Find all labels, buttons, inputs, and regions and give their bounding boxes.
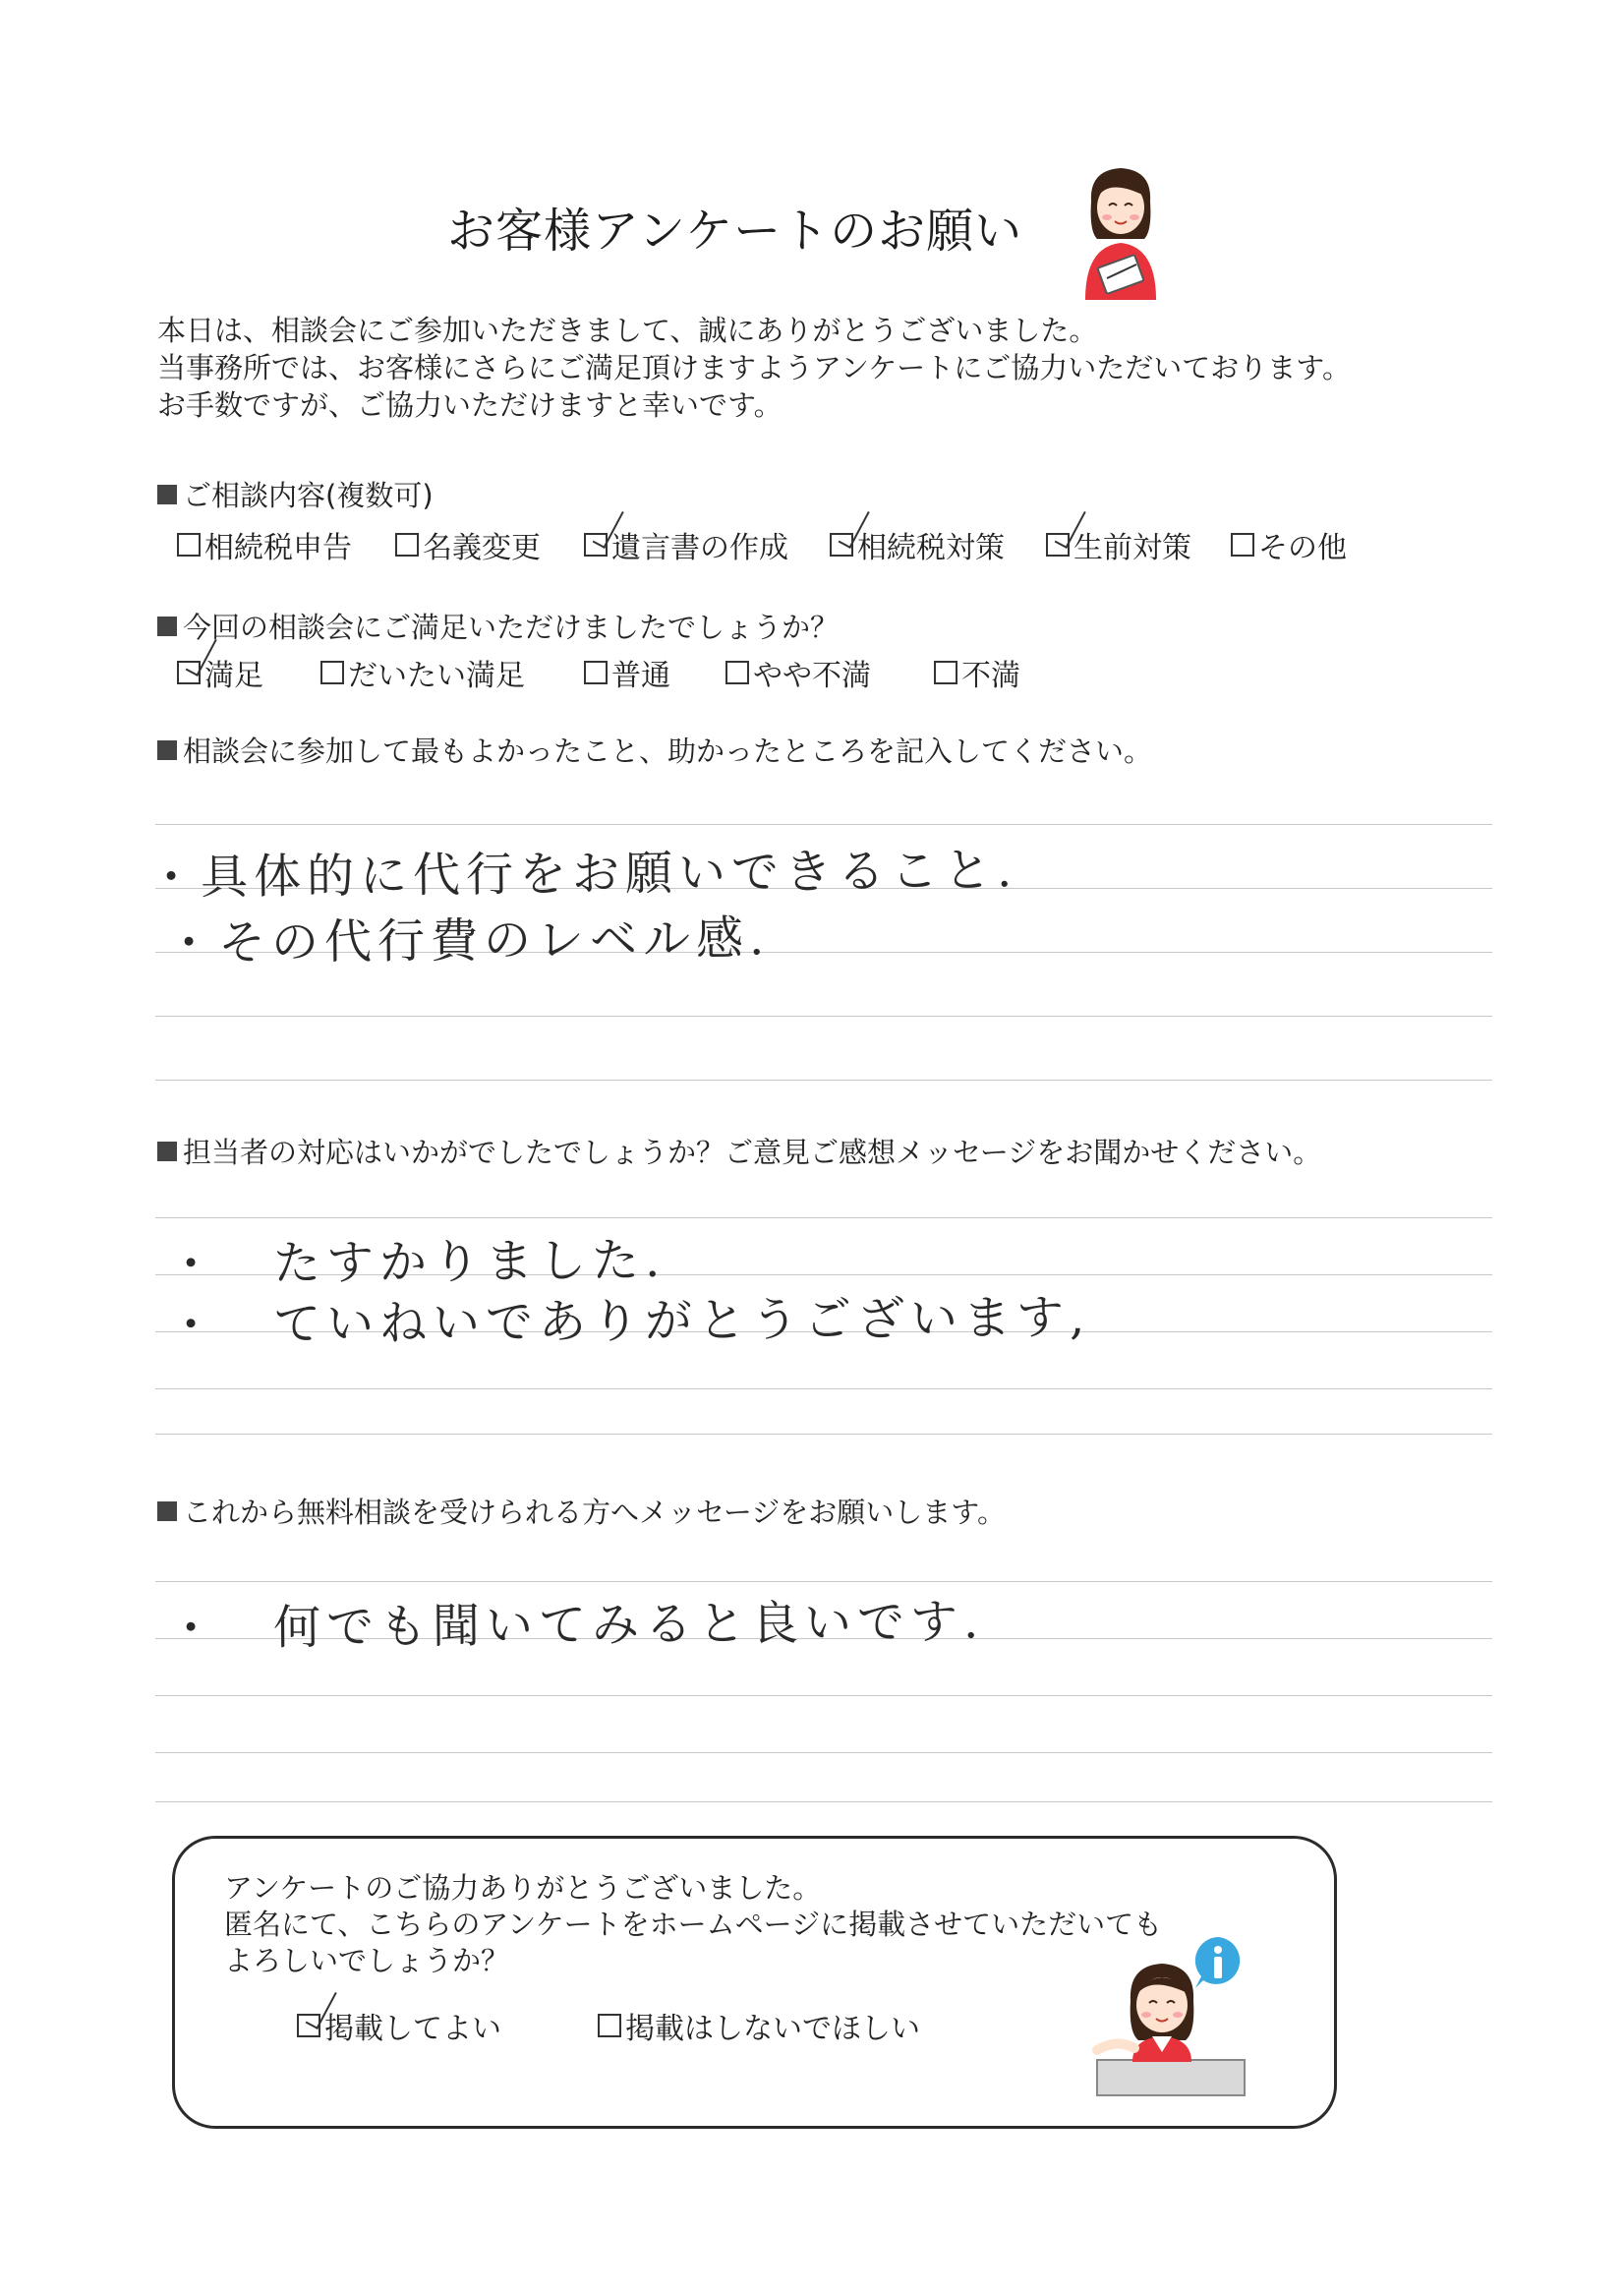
answer-line bbox=[155, 1695, 1492, 1696]
checkbox-unchecked[interactable] bbox=[177, 533, 201, 557]
square-bullet-icon bbox=[157, 1142, 177, 1161]
checkbox-unchecked[interactable] bbox=[395, 533, 419, 557]
q5-heading: これから無料相談を受けられる方へメッセージをお願いします。 bbox=[157, 1491, 1006, 1531]
checkbox-unchecked[interactable] bbox=[725, 661, 749, 684]
q4-heading: 担当者の対応はいかがでしたでしょうか？ご意見ご感想メッセージをお聞かせください。 bbox=[157, 1131, 1321, 1171]
consent-text: アンケートのご協力ありがとうございました。 匿名にて、こちらのアンケートをホームページに掲載させていただいても よろしいでしょうか？ bbox=[224, 1871, 1163, 1977]
q1-option[interactable]: 相続税申告 bbox=[177, 523, 395, 566]
q2-options bbox=[177, 651, 1020, 694]
q1-heading: ご相談内容(複数可) bbox=[157, 474, 434, 514]
checkbox-unchecked[interactable] bbox=[598, 2014, 621, 2037]
checkbox-unchecked[interactable] bbox=[320, 661, 344, 684]
q2-option[interactable]: やや不満 bbox=[725, 651, 934, 694]
answer-line bbox=[155, 1581, 1492, 1582]
checkbox-checked[interactable] bbox=[584, 533, 608, 557]
q3-answer-2: ・その代行費のレベル感. bbox=[164, 911, 771, 971]
q4-answer-1: ・ たすかりました. bbox=[166, 1232, 667, 1293]
answer-line bbox=[155, 1801, 1492, 1802]
woman-with-clipboard-illustration bbox=[1072, 162, 1170, 305]
answer-line bbox=[155, 1080, 1492, 1081]
square-bullet-icon bbox=[157, 1501, 177, 1521]
answer-line bbox=[155, 1434, 1492, 1435]
square-bullet-icon bbox=[157, 617, 177, 636]
q2-heading: 今回の相談会にご満足いただけましたでしょうか？ bbox=[157, 606, 839, 646]
consent-option-no[interactable]: 掲載はしないでほしい bbox=[598, 2004, 920, 2047]
square-bullet-icon bbox=[157, 485, 177, 504]
q5-answer-1: ・ 何でも聞いてみると良いです. bbox=[166, 1594, 985, 1657]
q4-answer-2: ・ ていねいでありがとうございます, bbox=[166, 1289, 1091, 1354]
checkbox-checked[interactable] bbox=[177, 661, 201, 684]
q3-answer-1: ・具体的に代行をお願いできること. bbox=[146, 843, 1018, 906]
q2-option[interactable]: 不満 bbox=[934, 651, 1020, 694]
intro-line-3: お手数ですが、ご協力いただけますと幸いです。 bbox=[157, 388, 783, 422]
info-icon bbox=[1191, 1935, 1245, 1992]
checkbox-unchecked[interactable] bbox=[584, 661, 608, 684]
intro-line-2: 当事務所では、お客様にさらにご満足頂けますようアンケートにご協力いただいております。 bbox=[157, 351, 1351, 384]
q2-option[interactable]: 満足 bbox=[177, 651, 320, 694]
answer-line bbox=[155, 824, 1492, 825]
answer-line bbox=[155, 1016, 1492, 1017]
checkbox-unchecked[interactable] bbox=[1231, 533, 1254, 557]
answer-line bbox=[155, 1217, 1492, 1218]
intro-line-1: 本日は、相談会にご参加いただきまして、誠にありがとうございました。 bbox=[157, 314, 1098, 347]
q2-option[interactable]: だいたい満足 bbox=[320, 651, 584, 694]
answer-line bbox=[155, 1752, 1492, 1753]
checkbox-unchecked[interactable] bbox=[934, 661, 957, 684]
answer-line bbox=[155, 1388, 1492, 1389]
page-title: お客様アンケートのお願い bbox=[447, 204, 1023, 259]
consent-option-yes[interactable]: 掲載してよい bbox=[297, 2004, 598, 2047]
q3-heading: 相談会に参加して最もよかったこと、助かったところを記入してください。 bbox=[157, 730, 1152, 770]
q1-option[interactable]: 名義変更 bbox=[395, 523, 584, 566]
consent-options bbox=[297, 2004, 920, 2047]
q1-option[interactable]: 遺言書の作成 bbox=[584, 523, 830, 566]
q2-option[interactable]: 普通 bbox=[584, 651, 725, 694]
checkbox-checked[interactable] bbox=[297, 2014, 320, 2037]
q1-option[interactable]: 相続税対策 bbox=[830, 523, 1046, 566]
q1-options bbox=[177, 523, 1347, 566]
checkbox-checked[interactable] bbox=[1046, 533, 1070, 557]
checkbox-checked[interactable] bbox=[830, 533, 853, 557]
square-bullet-icon bbox=[157, 740, 177, 760]
q1-option[interactable]: その他 bbox=[1231, 523, 1347, 566]
q1-option[interactable]: 生前対策 bbox=[1046, 523, 1231, 566]
